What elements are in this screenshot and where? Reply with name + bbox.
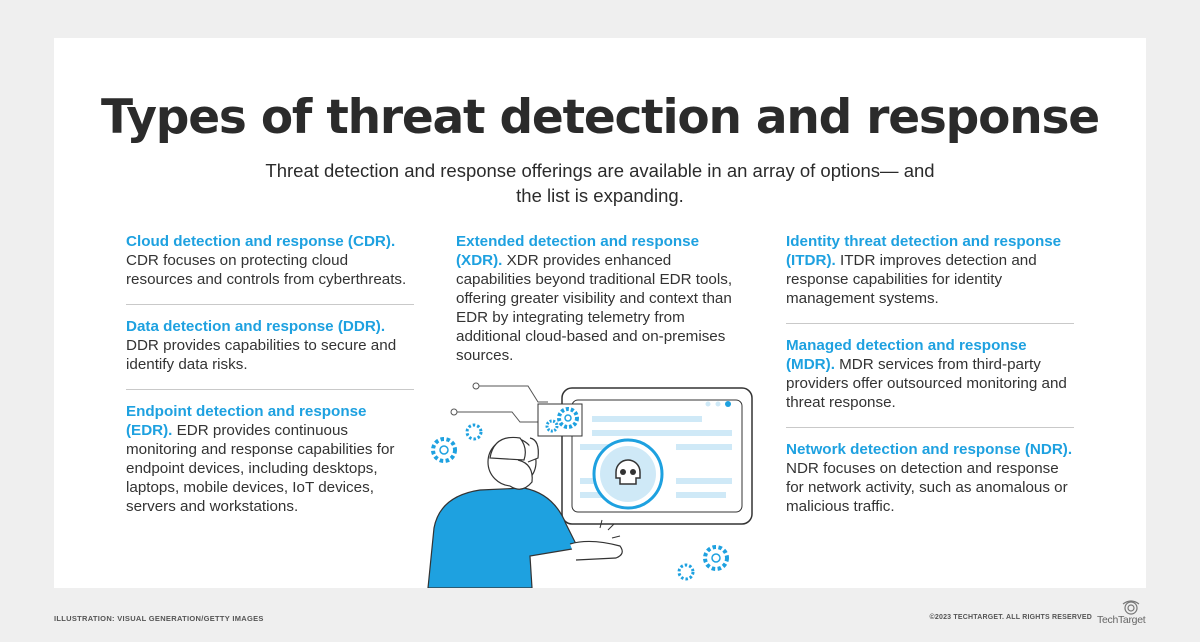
illustration-credit: ILLUSTRATION: VISUAL GENERATION/GETTY IMAGES — [54, 614, 264, 623]
entry-description: NDR focuses on detection and response for network activity, such as anomalous or malicious traffic. — [786, 460, 1068, 515]
entry-term: Extended detection and response (XDR). — [456, 233, 700, 269]
entry-ndr — [786, 440, 1076, 516]
entry-term: Data detection and response (DDR). — [126, 318, 386, 335]
copyright-notice: ©2023 TECHTARGET. ALL RIGHTS RESERVED — [929, 614, 1092, 621]
entry-description: MDR services from third-party providers offer outsourced monitoring and threat response. — [786, 356, 1067, 411]
entry-description: EDR provides continuous monitoring and response capabilities for endpoint devices, including desktops, laptops, mobile devices, IoT devices, servers and workstations. — [126, 422, 395, 515]
column-middle — [456, 232, 746, 365]
column-right — [786, 232, 1076, 516]
entry-itdr — [786, 232, 1076, 308]
divider — [126, 304, 414, 305]
gear-icon — [538, 404, 582, 436]
page-title: Types of threat detection and response — [101, 90, 1099, 145]
techtarget-logo-text: TechTarget — [1097, 614, 1146, 626]
entry-description: XDR provides enhanced capabilities beyond traditional EDR tools, offering greater visibility and context than EDR by integrating telemetry from additional cloud-based and on-premises sources. — [456, 252, 733, 364]
entry-term: Identity threat detection and response (ITDR). — [786, 233, 1062, 269]
entry-term: Cloud detection and response (CDR). — [126, 233, 396, 250]
divider — [126, 389, 414, 390]
column-left — [126, 232, 416, 516]
page-subtitle: Threat detection and response offerings are available in an array of options— and the list is expanding. — [265, 160, 935, 206]
entry-description: ITDR improves detection and response capabilities for identity management systems. — [786, 252, 1037, 307]
entry-description: CDR focuses on protecting cloud resources and controls from cyberthreats. — [126, 252, 407, 288]
skull-icon — [594, 440, 662, 508]
entry-term: Endpoint detection and response (EDR). — [126, 403, 367, 439]
divider — [786, 323, 1074, 324]
entry-term: Network detection and response (NDR). — [786, 441, 1073, 458]
entry-term: Managed detection and response (MDR). — [786, 337, 1027, 373]
entry-description: DDR provides capabilities to secure and identify data risks. — [126, 337, 397, 373]
entry-cdr — [126, 232, 416, 289]
entry-ddr — [126, 317, 416, 374]
divider — [786, 427, 1074, 428]
entry-mdr — [786, 336, 1076, 412]
security-illustration — [420, 378, 760, 588]
connector-lines — [451, 383, 548, 422]
entry-edr — [126, 402, 416, 516]
entry-xdr — [456, 232, 746, 365]
